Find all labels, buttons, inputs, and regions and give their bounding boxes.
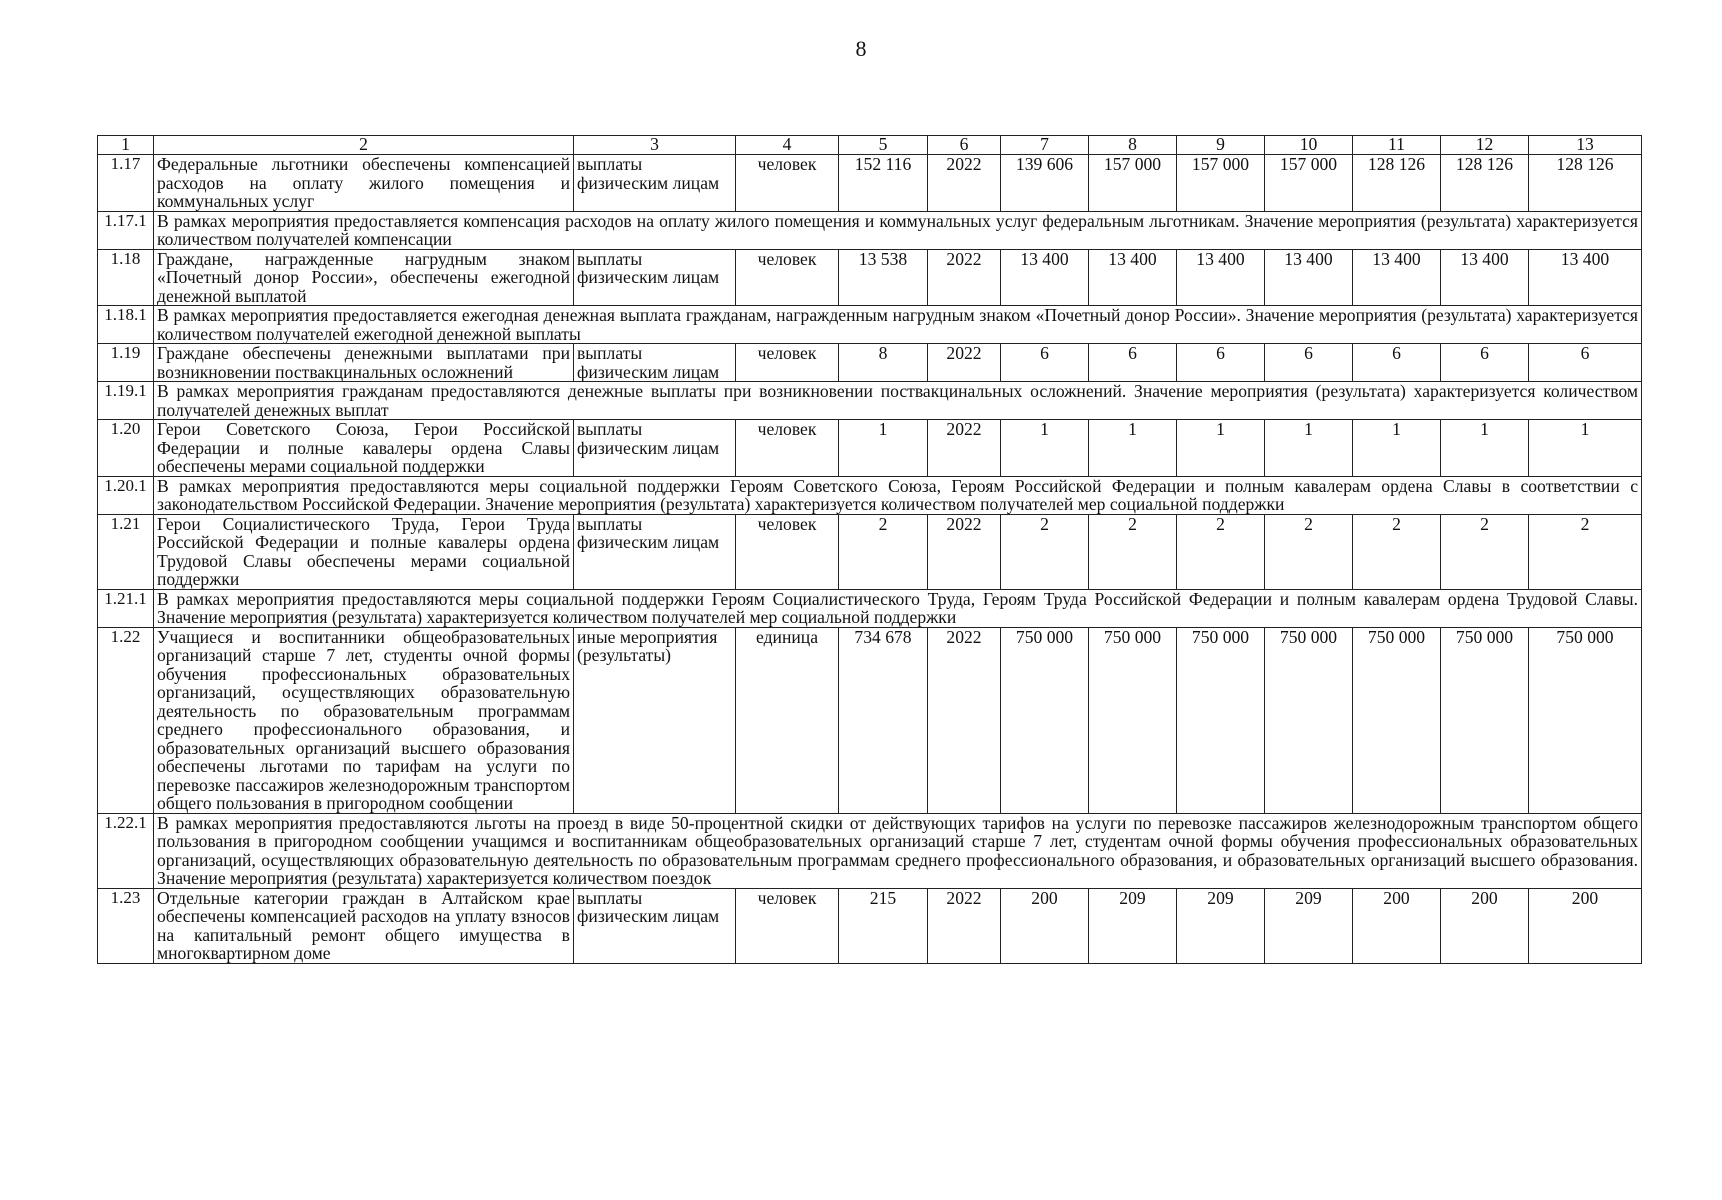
unit-of-measure: человек xyxy=(736,249,839,306)
row-number: 1.18 xyxy=(98,249,154,306)
table-row xyxy=(98,420,1642,477)
base-value: 152 116 xyxy=(839,155,928,212)
description-row xyxy=(98,813,1642,888)
row-number: 1.21 xyxy=(98,514,154,589)
row-number: 1.19 xyxy=(98,344,154,382)
column-header: 10 xyxy=(1265,136,1353,155)
description-text: В рамках мероприятия предоставляются льготы на проезд в виде 50-процентной скидки от действующих тарифов на услуги по перевозке пассажиров железнодорожным транспортом общего пользования в пригородном сообщении учащимся и воспитанникам общеобразовательных организаций старше 7 лет, студентам очной формы обучения профессиональных образовательных организаций, осуществляющих образовательную деятельность по образовательным программам среднего профессионального образования, и образовательных организаций высшего образования. Значение мероприятия (результата) характеризуется количеством поездок xyxy=(154,813,1642,888)
base-year: 2022 xyxy=(928,514,1001,589)
year-value: 13 400 xyxy=(1529,249,1642,306)
year-value: 1 xyxy=(1265,420,1353,477)
year-value: 200 xyxy=(1001,888,1089,963)
column-header: 2 xyxy=(154,136,574,155)
description-text: В рамках мероприятия предоставляется ежегодная денежная выплата гражданам, награжденным нагрудным знаком «Почетный донор России». Значение мероприятия (результата) характеризуется количеством получателей ежегодной денежной выплаты xyxy=(154,306,1642,344)
base-value: 215 xyxy=(839,888,928,963)
year-value: 6 xyxy=(1177,344,1265,382)
year-value: 1 xyxy=(1001,420,1089,477)
indicators-table xyxy=(97,135,1642,964)
year-value: 2 xyxy=(1001,514,1089,589)
year-value: 13 400 xyxy=(1265,249,1353,306)
year-value: 750 000 xyxy=(1441,627,1529,813)
unit-of-measure: человек xyxy=(736,344,839,382)
table-row xyxy=(98,627,1642,813)
year-value: 6 xyxy=(1001,344,1089,382)
year-value: 128 126 xyxy=(1441,155,1529,212)
description-row xyxy=(98,476,1642,514)
year-value: 1 xyxy=(1177,420,1265,477)
column-header: 12 xyxy=(1441,136,1529,155)
description-row xyxy=(98,306,1642,344)
base-value: 8 xyxy=(839,344,928,382)
description-row xyxy=(98,589,1642,627)
unit-of-measure: человек xyxy=(736,888,839,963)
year-value: 2 xyxy=(1177,514,1265,589)
event-type: выплаты физическим лицам xyxy=(574,420,736,477)
unit-of-measure: человек xyxy=(736,155,839,212)
year-value: 128 126 xyxy=(1353,155,1441,212)
year-value: 2 xyxy=(1529,514,1642,589)
year-value: 6 xyxy=(1265,344,1353,382)
year-value: 6 xyxy=(1529,344,1642,382)
year-value: 2 xyxy=(1441,514,1529,589)
table-row xyxy=(98,155,1642,212)
unit-of-measure: человек xyxy=(736,514,839,589)
base-year: 2022 xyxy=(928,420,1001,477)
year-value: 13 400 xyxy=(1177,249,1265,306)
year-value: 750 000 xyxy=(1089,627,1177,813)
year-value: 1 xyxy=(1529,420,1642,477)
description-row xyxy=(98,382,1642,420)
column-header: 13 xyxy=(1529,136,1642,155)
year-value: 6 xyxy=(1353,344,1441,382)
base-year: 2022 xyxy=(928,155,1001,212)
base-value: 2 xyxy=(839,514,928,589)
result-name: Герои Социалистического Труда, Герои Труда Российской Федерации и полные кавалеры ордена Трудовой Славы обеспечены мерами социальной поддержки xyxy=(154,514,574,589)
year-value: 6 xyxy=(1441,344,1529,382)
base-year: 2022 xyxy=(928,249,1001,306)
result-name: Учащиеся и воспитанники общеобразовательных организаций старше 7 лет, студенты очной формы обучения профессиональных образовательных организаций, осуществляющих образовательную деятельность по образовательным программам среднего профессионального образования, и образовательных организаций высшего образования обеспечены льготами по тарифам на услуги по перевозке пассажиров железнодорожным транспортом общего пользования в пригородном сообщении xyxy=(154,627,574,813)
table-row xyxy=(98,249,1642,306)
column-header: 11 xyxy=(1353,136,1441,155)
row-number: 1.21.1 xyxy=(98,589,154,627)
table-body xyxy=(98,136,1642,964)
year-value: 209 xyxy=(1265,888,1353,963)
base-year: 2022 xyxy=(928,344,1001,382)
year-value: 157 000 xyxy=(1265,155,1353,212)
year-value: 1 xyxy=(1089,420,1177,477)
row-number: 1.22.1 xyxy=(98,813,154,888)
column-header: 7 xyxy=(1001,136,1089,155)
result-name: Граждане, награжденные нагрудным знаком «Почетный донор России», обеспечены ежегодной денежной выплатой xyxy=(154,249,574,306)
row-number: 1.22 xyxy=(98,627,154,813)
row-number: 1.18.1 xyxy=(98,306,154,344)
year-value: 209 xyxy=(1089,888,1177,963)
year-value: 157 000 xyxy=(1177,155,1265,212)
unit-of-measure: человек xyxy=(736,420,839,477)
row-number: 1.19.1 xyxy=(98,382,154,420)
table-row xyxy=(98,514,1642,589)
result-name: Отдельные категории граждан в Алтайском крае обеспечены компенсацией расходов на уплату взносов на капитальный ремонт общего имущества в многоквартирном доме xyxy=(154,888,574,963)
year-value: 1 xyxy=(1441,420,1529,477)
column-header: 6 xyxy=(928,136,1001,155)
year-value: 750 000 xyxy=(1001,627,1089,813)
page-number: 8 xyxy=(855,36,867,61)
base-value: 1 xyxy=(839,420,928,477)
event-type: выплаты физическим лицам xyxy=(574,155,736,212)
description-text: В рамках мероприятия предоставляется компенсация расходов на оплату жилого помещения и коммунальных услуг федеральным льготникам. Значение мероприятия (результата) характеризуется количеством получателей компенсации xyxy=(154,211,1642,249)
event-type: иные мероприятия (результаты) xyxy=(574,627,736,813)
unit-of-measure: единица xyxy=(736,627,839,813)
year-value: 13 400 xyxy=(1001,249,1089,306)
column-header: 8 xyxy=(1089,136,1177,155)
column-header: 5 xyxy=(839,136,928,155)
column-header: 9 xyxy=(1177,136,1265,155)
column-header: 4 xyxy=(736,136,839,155)
result-name: Федеральные льготники обеспечены компенсацией расходов на оплату жилого помещения и коммунальных услуг xyxy=(154,155,574,212)
year-value: 750 000 xyxy=(1353,627,1441,813)
table-row xyxy=(98,344,1642,382)
event-type: выплаты физическим лицам xyxy=(574,514,736,589)
row-number: 1.23 xyxy=(98,888,154,963)
row-number: 1.17 xyxy=(98,155,154,212)
year-value: 200 xyxy=(1353,888,1441,963)
table-row xyxy=(98,888,1642,963)
year-value: 13 400 xyxy=(1089,249,1177,306)
year-value: 750 000 xyxy=(1265,627,1353,813)
year-value: 750 000 xyxy=(1177,627,1265,813)
column-header: 1 xyxy=(98,136,154,155)
base-year: 2022 xyxy=(928,627,1001,813)
base-value: 13 538 xyxy=(839,249,928,306)
year-value: 1 xyxy=(1353,420,1441,477)
year-value: 750 000 xyxy=(1529,627,1642,813)
column-header: 3 xyxy=(574,136,736,155)
event-type: выплаты физическим лицам xyxy=(574,344,736,382)
year-value: 200 xyxy=(1441,888,1529,963)
year-value: 13 400 xyxy=(1441,249,1529,306)
year-value: 157 000 xyxy=(1089,155,1177,212)
description-row xyxy=(98,211,1642,249)
row-number: 1.20 xyxy=(98,420,154,477)
year-value: 128 126 xyxy=(1529,155,1642,212)
year-value: 2 xyxy=(1265,514,1353,589)
year-value: 13 400 xyxy=(1353,249,1441,306)
header-row xyxy=(98,136,1642,155)
year-value: 2 xyxy=(1089,514,1177,589)
event-type: выплаты физическим лицам xyxy=(574,249,736,306)
result-name: Герои Советского Союза, Герои Российской Федерации и полные кавалеры ордена Славы обеспечены мерами социальной поддержки xyxy=(154,420,574,477)
base-year: 2022 xyxy=(928,888,1001,963)
year-value: 139 606 xyxy=(1001,155,1089,212)
result-name: Граждане обеспечены денежными выплатами при возникновении поствакцинальных осложнений xyxy=(154,344,574,382)
row-number: 1.17.1 xyxy=(98,211,154,249)
description-text: В рамках мероприятия гражданам предоставляются денежные выплаты при возникновении поствакцинальных осложнений. Значение мероприятия (результата) характеризуется количеством получателей денежных выплат xyxy=(154,382,1642,420)
row-number: 1.20.1 xyxy=(98,476,154,514)
year-value: 2 xyxy=(1353,514,1441,589)
base-value: 734 678 xyxy=(839,627,928,813)
description-text: В рамках мероприятия предоставляются меры социальной поддержки Героям Советского Союза, Героям Российской Федерации и полным кавалерам ордена Славы в соответствии с законодательством Российской Федерации. Значение мероприятия (результата) характеризуется количеством получателей мер социальной поддержки xyxy=(154,476,1642,514)
year-value: 6 xyxy=(1089,344,1177,382)
description-text: В рамках мероприятия предоставляются меры социальной поддержки Героям Социалистического Труда, Героям Труда Российской Федерации и полным кавалерам ордена Трудовой Славы. Значение мероприятия (результата) характеризуется количеством получателей мер социальной поддержки xyxy=(154,589,1642,627)
event-type: выплаты физическим лицам xyxy=(574,888,736,963)
year-value: 209 xyxy=(1177,888,1265,963)
year-value: 200 xyxy=(1529,888,1642,963)
